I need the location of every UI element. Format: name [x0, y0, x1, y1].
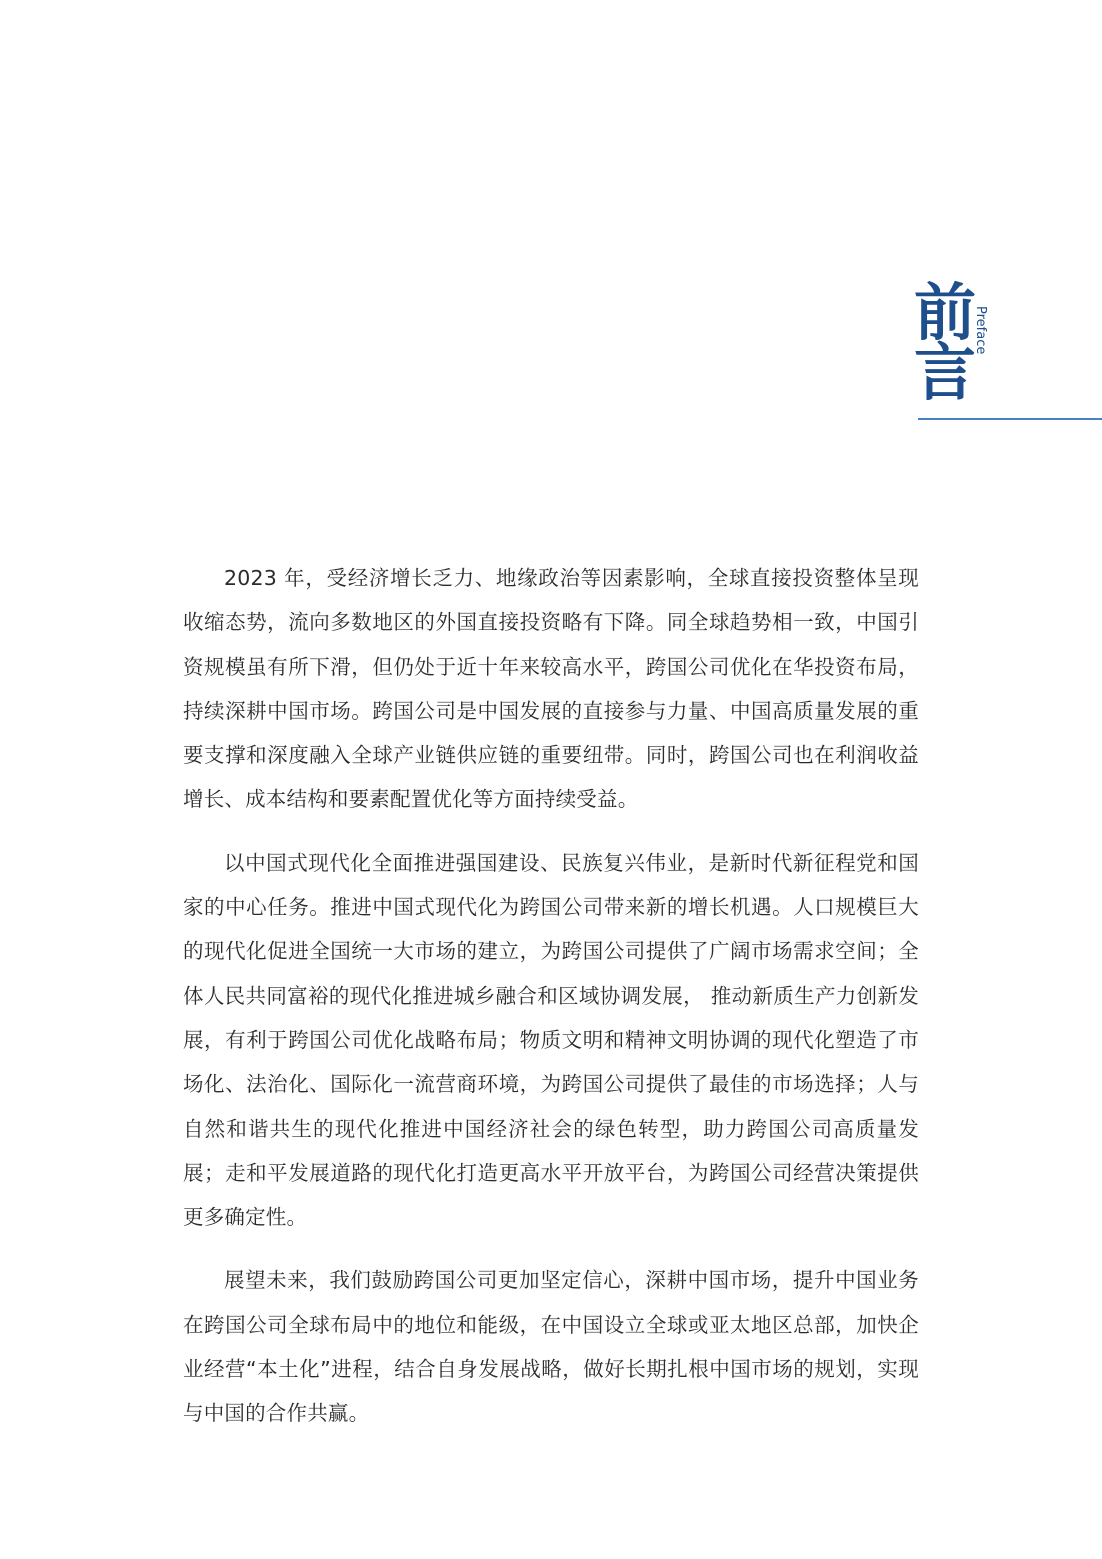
paragraph-1: 2023 年，受经济增长乏力、地缘政治等因素影响，全球直接投资整体呈现收缩态势，流向多数地区的外国直接投资略有下降。同全球趋势相一致，中国引资规模虽有所下滑，但仍处于近十年来较高水平，跨国公司优化在华投资布局，持续深耕中国市场。跨国公司是中国发展的直接参与力量、中国高质量发展的重要支撑和深度融入全球产业链供应链的重要纽带。同时，跨国公司也在利润收益增长、成本结构和要素配置优化等方面持续受益。	[183, 566, 919, 812]
title-char-qian: 前	[914, 276, 977, 349]
title-english: Preface	[973, 306, 988, 355]
title-underline-divider	[918, 418, 1102, 420]
preface-body	[183, 556, 919, 1455]
title-char-yan: 言	[914, 336, 977, 409]
paragraph-3: 展望未来，我们鼓励跨国公司更加坚定信心，深耕中国市场，提升中国业务在跨国公司全球布局中的地位和能级，在中国设立全球或亚太地区总部，加快企业经营“本土化”进程，结合自身发展战略，做好长期扎根中国市场的规划，实现与中国的合作共赢。	[183, 1268, 919, 1426]
paragraph-2: 以中国式现代化全面推进强国建设、民族复兴伟业，是新时代新征程党和国家的中心任务。推进中国式现代化为跨国公司带来新的增长机遇。人口规模巨大的现代化促进全国统一大市场的建立，为跨国公司提供了广阔市场需求空间；全体人民共同富裕的现代化推进城乡融合和区域协调发展， 推动新质生产力创新发展，有利于跨国公司优化战略布局；物质文明和精神文明协调的现代化塑造了市场化、法治化、国际化一流营商环境，为跨国公司提供了最佳的市场选择；人与自然和谐共生的现代化推进中国经济社会的绿色转型，助力跨国公司高质量发展；走和平发展道路的现代化打造更高水平开放平台，为跨国公司经营决策提供更多确定性。	[183, 850, 919, 1230]
